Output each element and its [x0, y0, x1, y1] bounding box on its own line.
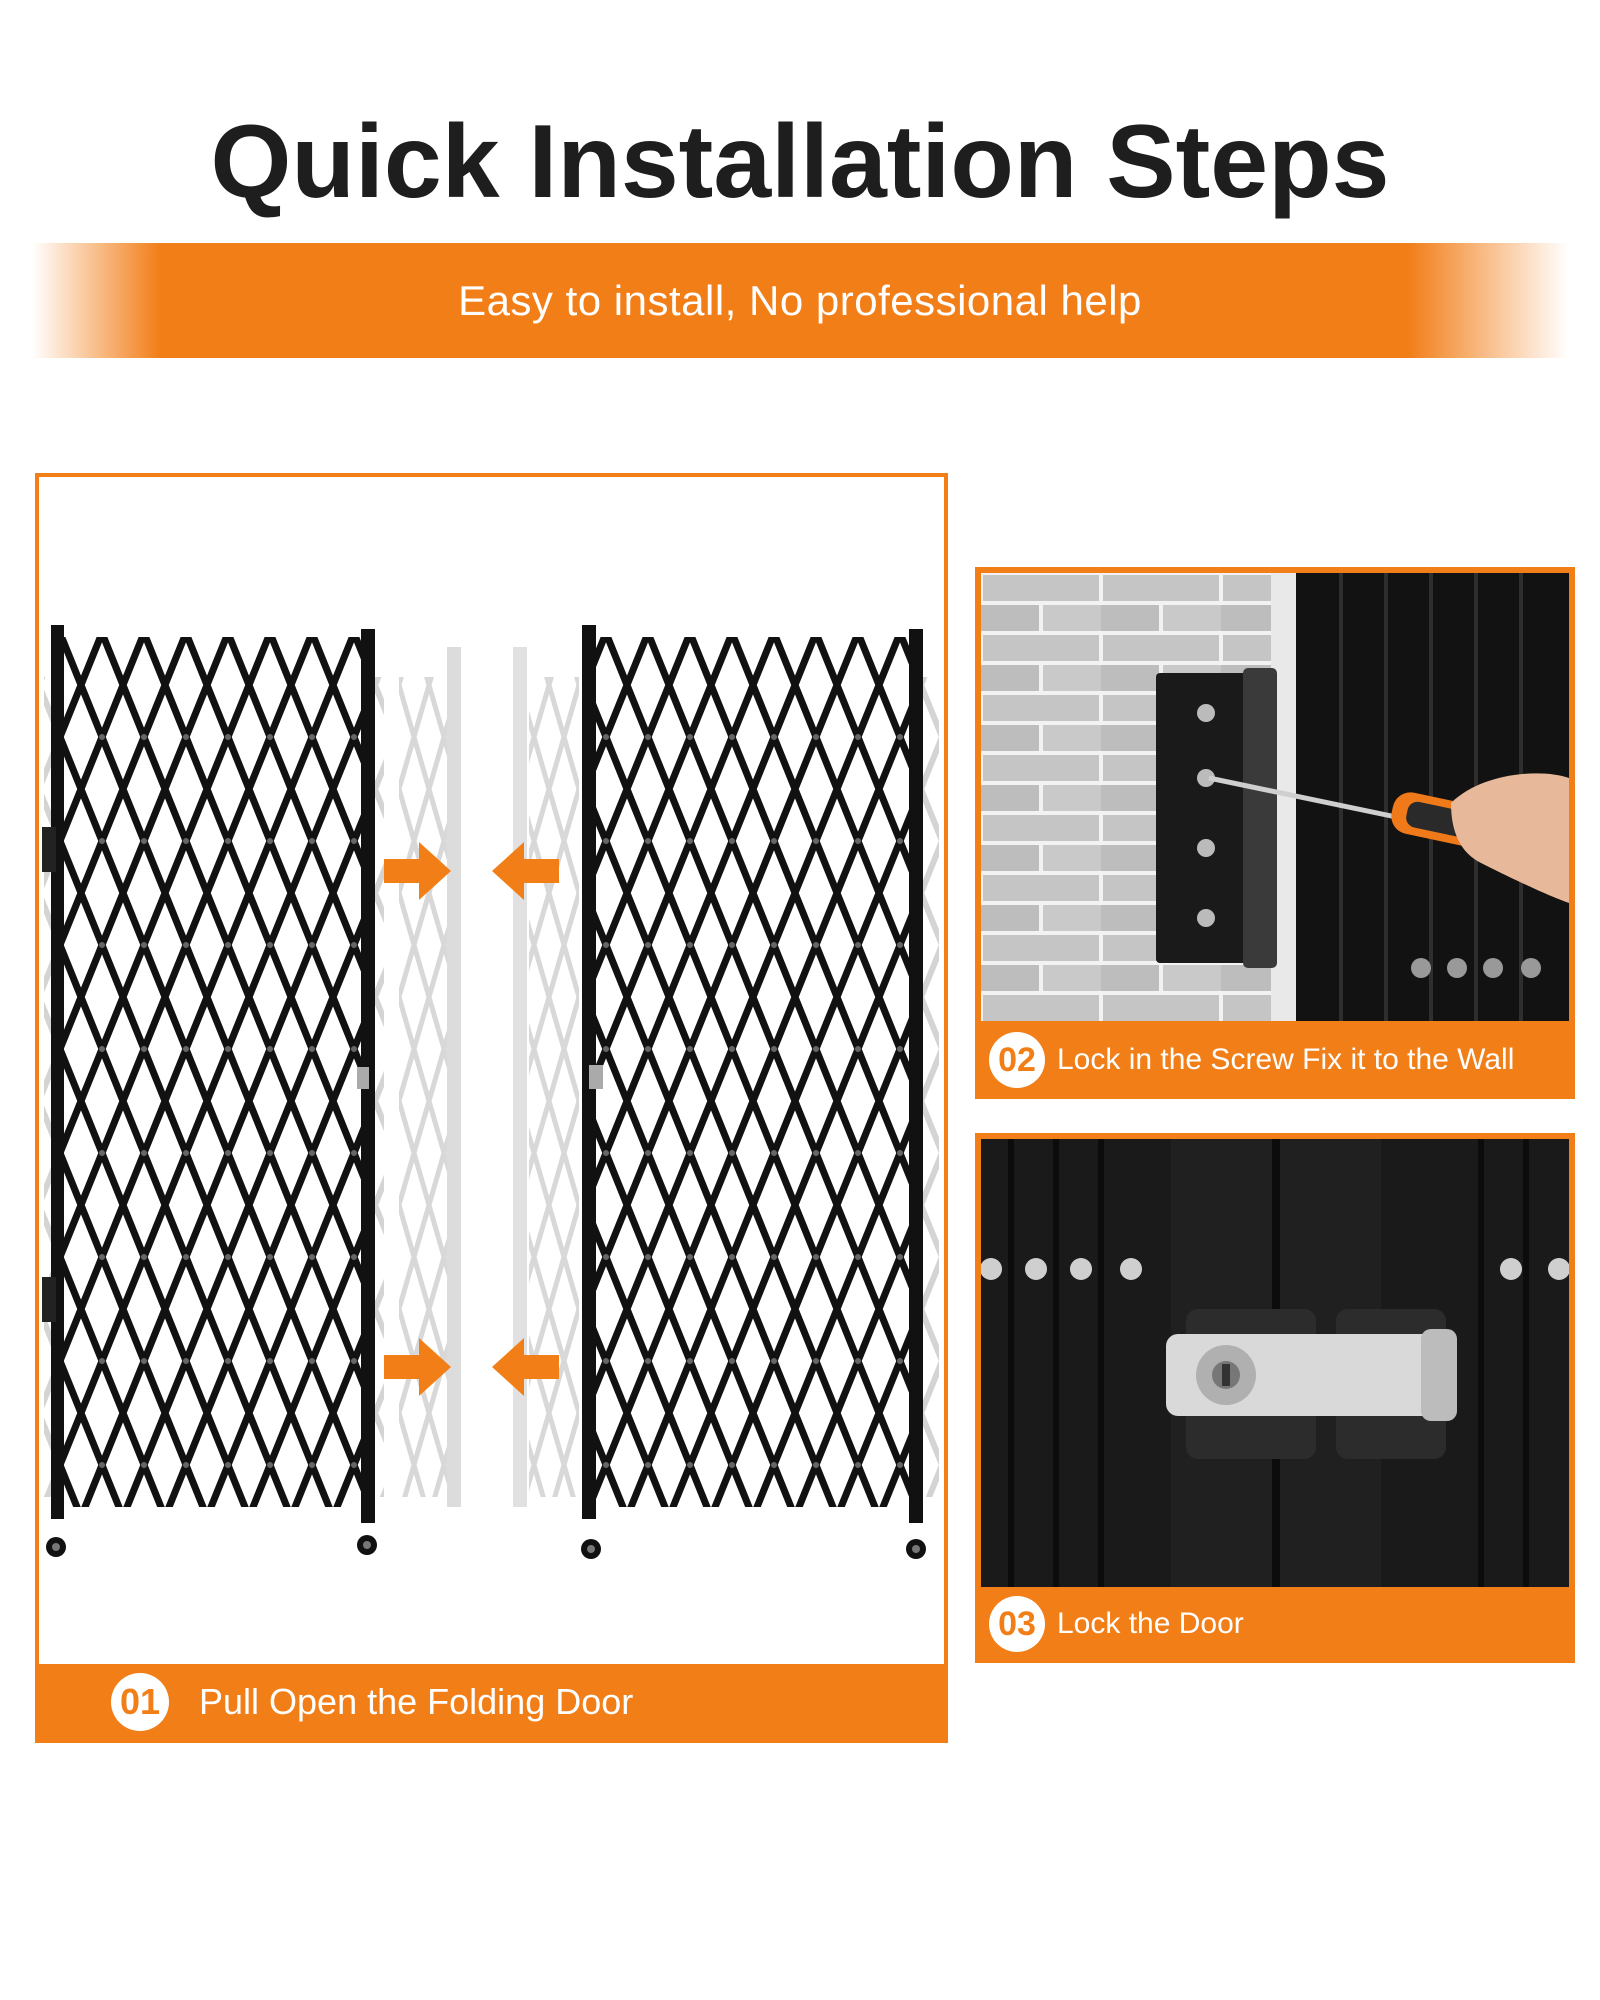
- step-2-number: 02: [989, 1032, 1045, 1088]
- page-title: Quick Installation Steps: [210, 104, 1390, 220]
- step-3-label: Lock the Door: [1057, 1607, 1244, 1640]
- step-1-number: 01: [111, 1673, 169, 1731]
- step-2-label: Lock in the Screw Fix it to the Wall: [1057, 1043, 1515, 1076]
- step-1-panel: [35, 473, 948, 1743]
- folding-gate-icon: [39, 477, 944, 1672]
- subtitle-text: Easy to install, No professional help: [458, 276, 1142, 324]
- step-3-caption: [981, 1591, 1569, 1657]
- step-3-panel: [975, 1133, 1575, 1663]
- screwdriver-hinge-icon: [981, 573, 1569, 1021]
- subtitle-banner: [0, 243, 1600, 358]
- step-3-number: 03: [989, 1596, 1045, 1652]
- step-2-caption: [981, 1027, 1569, 1093]
- step-1-caption: [39, 1664, 944, 1739]
- step-2-panel: [975, 567, 1575, 1099]
- hasp-lock-icon: [981, 1139, 1569, 1587]
- step-1-label: Pull Open the Folding Door: [199, 1680, 634, 1722]
